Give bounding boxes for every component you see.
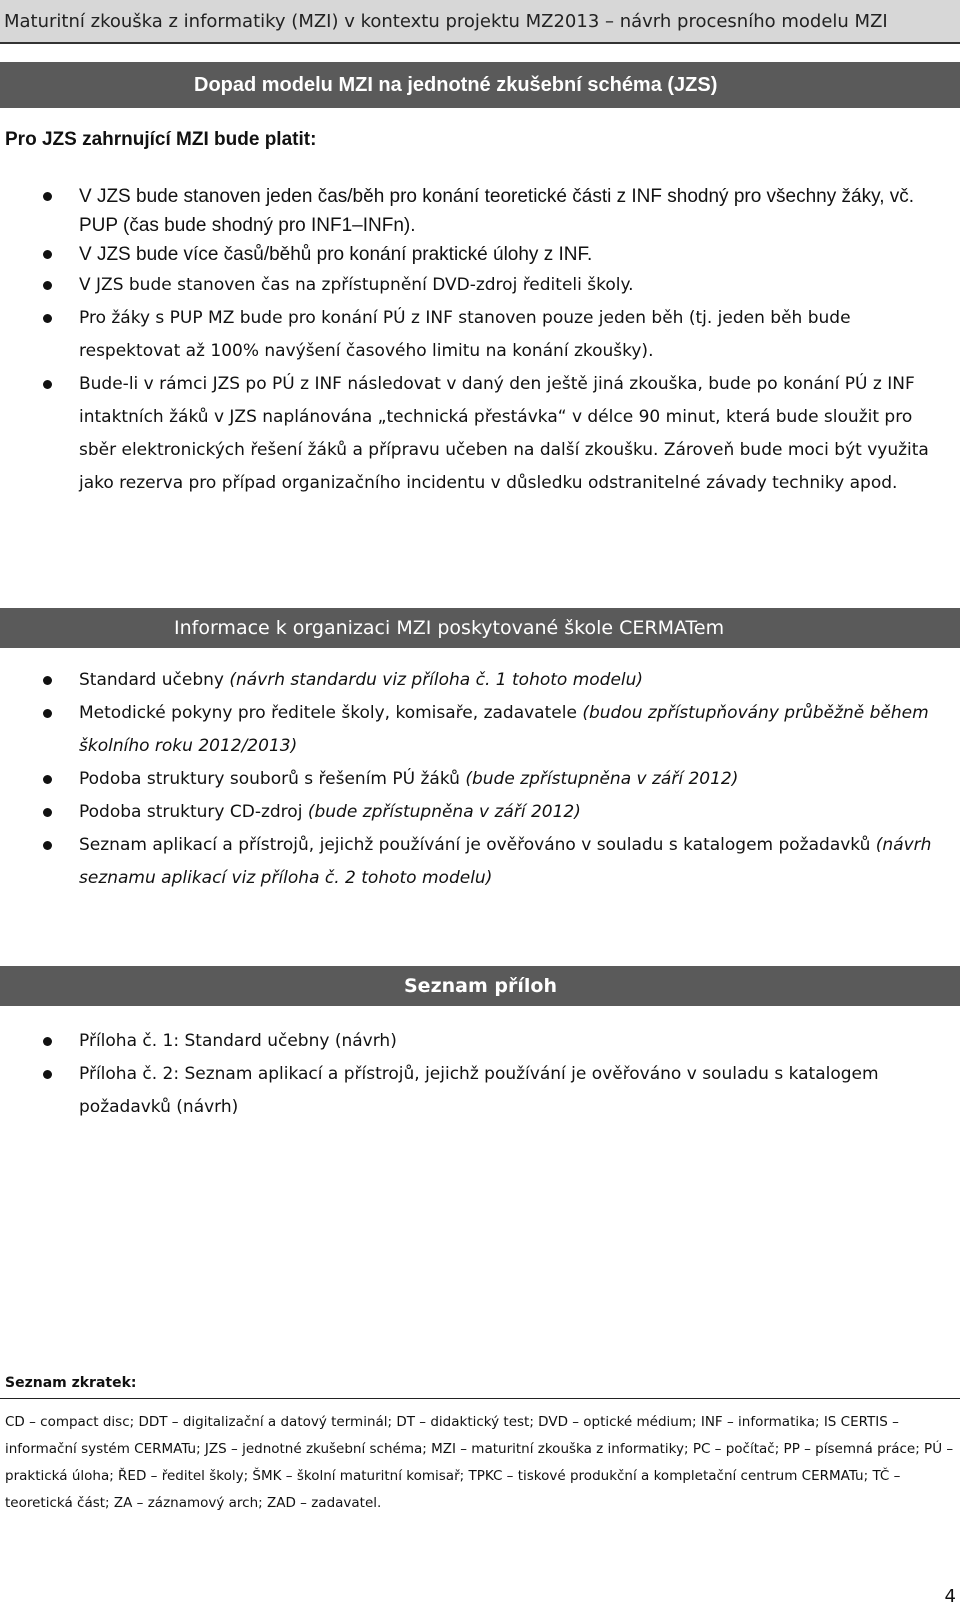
list-item bbox=[0, 829, 960, 895]
item-text: Podoba struktury CD-zdroj bbox=[79, 802, 308, 822]
list-item bbox=[0, 796, 960, 829]
divider bbox=[0, 1398, 960, 1399]
item-text: Seznam aplikací a přístrojů, jejichž používání je ověřováno v souladu s katalogem požadavků bbox=[79, 835, 876, 855]
list-item: V JZS bude stanoven čas na zpřístupnění DVD-zdroj řediteli školy. bbox=[0, 269, 960, 302]
item-note: (budou zpřístupňovány průběžně během školního roku 2012/2013) bbox=[79, 703, 929, 756]
running-header: Maturitní zkouška z informatiky (MZI) v kontextu projektu MZ2013 – návrh procesního modelu MZI bbox=[0, 0, 960, 44]
abbreviations-text: CD – compact disc; DDT – digitalizační a datový terminál; DT – didaktický test; DVD – optické médium; INF – informatika; IS CERTIS – informační systém CERMATu; JZS – jednotné zkušební schéma; MZI – maturitní zkouška z informatiky; PC – počítač; PP – písemná práce; PÚ – praktická úloha; ŘED – ředitel školy; ŠMK – školní maturitní komisař; TPKC – tiskové produkční a kompletační centrum CERMATu; TČ – teoretická část; ZA – záznamový arch; ZAD – zadavatel. bbox=[5, 1414, 954, 1511]
list-item: Příloha č. 2: Seznam aplikací a přístrojů, jejichž používání je ověřováno v souladu s katalogem požadavků (návrh) bbox=[0, 1058, 960, 1124]
section-heading-cermat-info: Informace k organizaci MZI poskytované škole CERMATem bbox=[0, 608, 960, 648]
list-item bbox=[0, 664, 960, 697]
list-item: V JZS bude stanoven jeden čas/běh pro konání teoretické části z INF shodný pro všechny žáky, vč. PUP (čas bude shodný pro INF1–INFn). bbox=[0, 182, 960, 240]
item-text: Podoba struktury souborů s řešením PÚ žáků bbox=[79, 769, 466, 789]
item-note: (bude zpřístupněna v září 2012) bbox=[307, 802, 581, 822]
jzs-rules-list bbox=[0, 182, 960, 500]
list-item: V JZS bude více časů/běhů pro konání praktické úlohy z INF. bbox=[0, 240, 960, 269]
jzs-intro: Pro JZS zahrnující MZI bude platit: bbox=[5, 129, 317, 150]
item-note: (bude zpřístupněna v září 2012) bbox=[465, 769, 739, 789]
list-item bbox=[0, 697, 960, 763]
section-heading-attachments: Seznam příloh bbox=[0, 966, 960, 1006]
attachments-list bbox=[0, 1025, 960, 1124]
list-item: Příloha č. 1: Standard učebny (návrh) bbox=[0, 1025, 960, 1058]
item-note: (návrh seznamu aplikací viz příloha č. 2 tohoto modelu) bbox=[79, 835, 932, 888]
abbreviations-title: Seznam zkratek: bbox=[5, 1375, 137, 1391]
list-item: Bude-li v rámci JZS po PÚ z INF následovat v daný den ještě jiná zkouška, bude po konání PÚ z INF intaktních žáků v JZS naplánována „technická přestávka“ v délce 90 minut, která bude sloužit pro sběr elektronických řešení žáků a přípravu učeben na další zkoušku. Zároveň bude moci být využita jako rezerva pro případ organizačního incidentu v důsledku odstranitelné závady techniky apod. bbox=[0, 368, 960, 500]
item-text: Standard učebny bbox=[79, 670, 230, 690]
list-item bbox=[0, 763, 960, 796]
item-note: (návrh standardu viz příloha č. 1 tohoto modelu) bbox=[229, 670, 644, 690]
section-heading-jzs: Dopad modelu MZI na jednotné zkušební schéma (JZS) bbox=[0, 62, 960, 108]
item-text: Metodické pokyny pro ředitele školy, komisaře, zadavatele bbox=[79, 703, 583, 723]
list-item: Pro žáky s PUP MZ bude pro konání PÚ z INF stanoven pouze jeden běh (tj. jeden běh bude respektovat až 100% navýšení časového limitu na konání zkoušky). bbox=[0, 302, 960, 368]
page-number: 4 bbox=[944, 1586, 956, 1607]
cermat-info-list bbox=[0, 664, 960, 895]
